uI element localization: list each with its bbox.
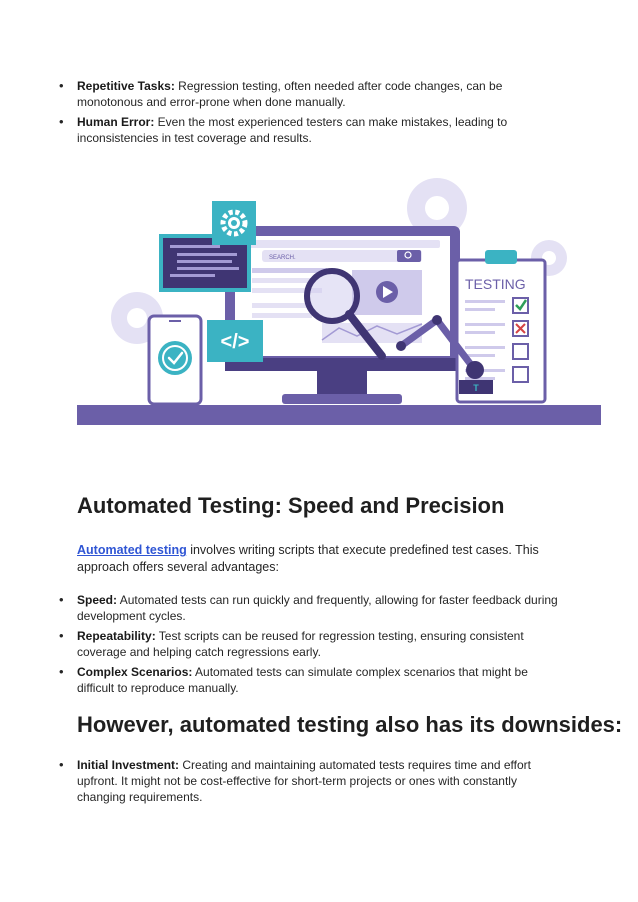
section-heading-downsides: However, automated testing also has its downsides: [77,712,623,737]
code-icon [207,320,263,362]
phone-check-icon [149,316,201,404]
list-item: • Initial Investment: Creating and maintaining automated tests requires time and effort upfront. It might not be cost-effective for short-term projects or ones with constantly changing requirements. [59,757,532,804]
bullet: • [59,114,64,129]
bullet: • [59,757,64,772]
top-bullet-list [58,78,558,150]
checklist-icon [457,250,545,402]
bullet: • [59,78,64,93]
downsides-list [58,757,558,809]
testing-illustration [77,168,601,428]
bullet: • [59,664,64,679]
list-item: • Repetitive Tasks: Regression testing, often needed after code changes, can be monotonous and error-prone when done manually. [59,78,503,109]
list-item: • Speed: Automated tests can run quickly and frequently, allowing for faster feedback during development cycles. [59,592,558,623]
floor-bar [77,405,601,425]
section-heading-automated-testing: Automated Testing: Speed and Precision [77,493,505,518]
bullet: • [59,592,64,607]
list-item: • Human Error: Even the most experienced testers can make mistakes, leading to inconsistencies in test coverage and results. [59,114,508,145]
svg-text:</>: </> [220,331,250,353]
bullet: • [59,628,64,643]
svg-text:T: T [473,383,479,393]
search-text: SEARCH. [269,255,296,261]
testing-label: TESTING [465,276,526,292]
gear-icon [212,201,256,245]
automated-testing-link[interactable]: Automated testing [77,543,187,557]
list-item: • Complex Scenarios: Automated tests can simulate complex scenarios that might be difficult to reproduce manually. [59,664,528,695]
intro-paragraph: Automated testing involves writing scripts that execute predefined test cases. This approach offers several advantages: [77,543,539,574]
list-item: • Repeatability: Test scripts can be reused for regression testing, ensuring consistent coverage and helping catch regressions early. [59,628,524,659]
advantages-list [58,592,558,700]
